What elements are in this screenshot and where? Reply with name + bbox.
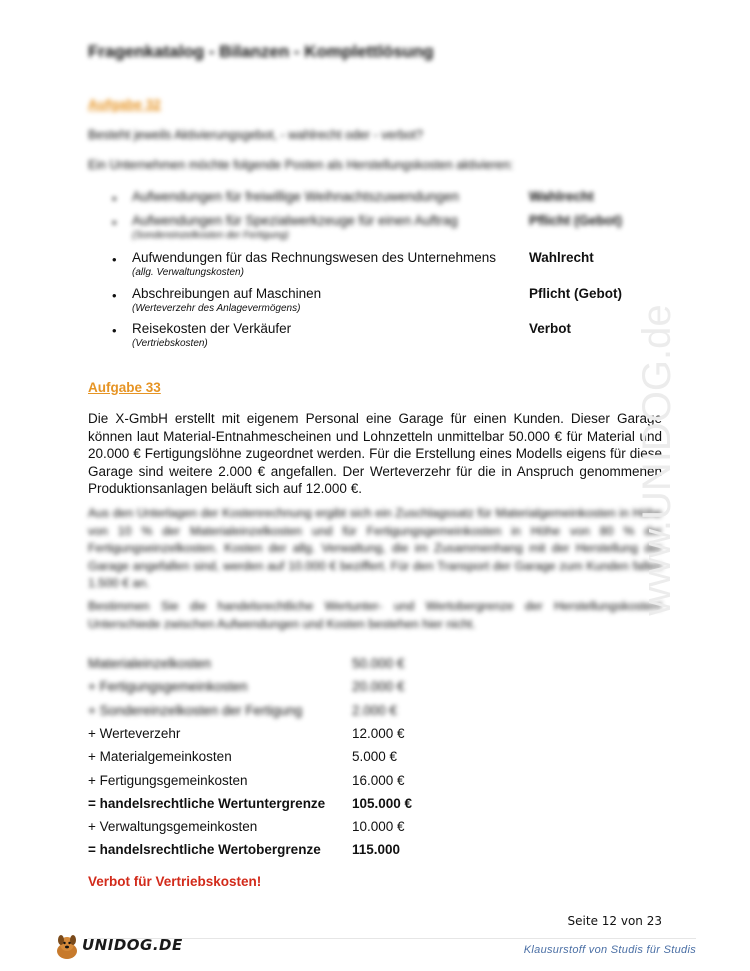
watermark: [635, 250, 700, 670]
task-33-heading: Aufgabe 33: [88, 380, 161, 395]
bullet-marker: •: [112, 288, 117, 303]
calc-row: [88, 656, 508, 676]
unidog-logo: [52, 930, 183, 962]
list-item-answer: Pflicht (Gebot): [529, 213, 622, 228]
list-item-subtext: (allg. Verwaltungskosten): [132, 267, 244, 278]
list-item-subtext: (Werteverzehr des Anlagevermögens): [132, 303, 301, 314]
calc-label: + Sondereinzelkosten der Fertigung: [88, 703, 303, 718]
conclusion-text: Verbot für Vertriebskosten!: [88, 874, 262, 889]
calc-row: [88, 819, 508, 839]
calc-label: + Fertigungsgemeinkosten: [88, 773, 248, 788]
list-item-text: Reisekosten der Verkäufer: [132, 321, 292, 336]
task-33-paragraph-1: Die X-GmbH erstellt mit eigenem Personal eine Garage für einen Kunden. Dieser Garage können laut Material-Entnahmescheinen und Lohnzetteln unmittelbar 50.000 € für Material und 20.000 € Fertigungslöhne zugeordnet werden. Für die Erstellung eines Modells eigens für diese Garage sind weitere 2.000 € angefallen. Der Werteverzehr für die in Anspruch genommenen Produktionsanlagen beläuft sich auf 12.000 €.: [88, 411, 662, 497]
task-32-heading: Aufgabe 32: [88, 97, 161, 112]
logo-wordmark: UNIDOG.DE: [82, 936, 183, 954]
bullet-marker: •: [112, 191, 117, 206]
calc-value: 50.000 €: [352, 656, 405, 671]
bullet-marker: •: [112, 323, 117, 338]
list-item: [112, 321, 652, 355]
task-32-intro: Ein Unternehmen möchte folgende Posten als Herstellungskosten aktivieren:: [88, 158, 514, 172]
list-item-text: Aufwendungen für freiwillige Weihnachtszuwendungen: [132, 189, 459, 204]
bullet-marker: •: [112, 215, 117, 230]
list-item: [112, 286, 652, 320]
list-item-text: Abschreibungen auf Maschinen: [132, 286, 322, 301]
task-32-question: Besteht jeweils Aktivierungsgebot, - wahlrecht oder - verbot?: [88, 128, 423, 142]
calc-value: 115.000: [352, 842, 401, 857]
task-33-paragraph-3: Bestimmen Sie die handelsrechtliche Wertunter- und Wertobergrenze der Herstellungskosten! Unterschiede zwischen Aufwendungen und Kosten bestehen hier nicht.: [88, 599, 662, 631]
calc-value: 5.000 €: [352, 749, 398, 764]
calc-row: [88, 726, 508, 746]
calc-label: + Verwaltungsgemeinkosten: [88, 819, 258, 834]
calc-value: 10.000 €: [352, 819, 405, 834]
list-item-text: Aufwendungen für Spezialwerkzeuge für einen Auftrag: [132, 213, 458, 228]
list-item-answer: Verbot: [529, 321, 572, 336]
watermark-text: www.UNIDOG.de: [635, 304, 679, 616]
calc-label: Materialeinzelkosten: [88, 656, 212, 671]
calc-label: + Materialgemeinkosten: [88, 749, 232, 764]
list-item-answer: Wahlrecht: [529, 189, 594, 204]
calc-row: [88, 796, 508, 816]
dog-icon: [52, 932, 82, 962]
calc-row: [88, 749, 508, 769]
calc-row: [88, 703, 508, 723]
list-item-text: Aufwendungen für das Rechnungswesen des Unternehmens: [132, 250, 496, 265]
calc-value: 105.000 €: [352, 796, 413, 811]
page-number: Seite 12 von 23: [567, 914, 662, 928]
calc-label: = handelsrechtliche Wertuntergrenze: [88, 796, 326, 811]
footer-tagline: Klausurstoff von Studis für Studis: [523, 944, 696, 956]
calc-label: + Werteverzehr: [88, 726, 181, 741]
calc-value: 2.000 €: [352, 703, 398, 718]
calc-row: [88, 679, 508, 699]
calc-label: = handelsrechtliche Wertobergrenze: [88, 842, 321, 857]
list-item-subtext: (Sondereinzelkosten der Fertigung): [132, 230, 289, 241]
calc-row: [88, 842, 508, 862]
page-title: Fragenkatalog - Bilanzen - Komplettlösung: [88, 42, 434, 61]
bullet-marker: •: [112, 252, 117, 267]
calc-value: 12.000 €: [352, 726, 405, 741]
list-item-subtext: (Vertriebskosten): [132, 338, 208, 349]
calc-label: + Fertigungsgemeinkosten: [88, 679, 248, 694]
list-item-answer: Wahlrecht: [529, 250, 594, 265]
list-item: [112, 250, 652, 284]
calc-value: 20.000 €: [352, 679, 405, 694]
list-item-answer: Pflicht (Gebot): [529, 286, 622, 301]
calc-row: [88, 773, 508, 793]
calc-value: 16.000 €: [352, 773, 405, 788]
list-item: [112, 213, 652, 247]
task-33-paragraph-2: Aus den Unterlagen der Kostenrechnung ergibt sich ein Zuschlagssatz für Materialgemeinkosten in Höhe von 10 % der Materialeinzelkosten und für Fertigungsgemeinkosten in Höhe von 80 % der Fertigungseinzelkosten. Kosten der allg. Verwaltung, die im Zusammenhang mit der Herstellung der Garage angefallen sind, werden auf 10.000 € beziffert. Für den Transport der Garage zum Kunden fallen 1.500 € an.: [88, 506, 662, 591]
